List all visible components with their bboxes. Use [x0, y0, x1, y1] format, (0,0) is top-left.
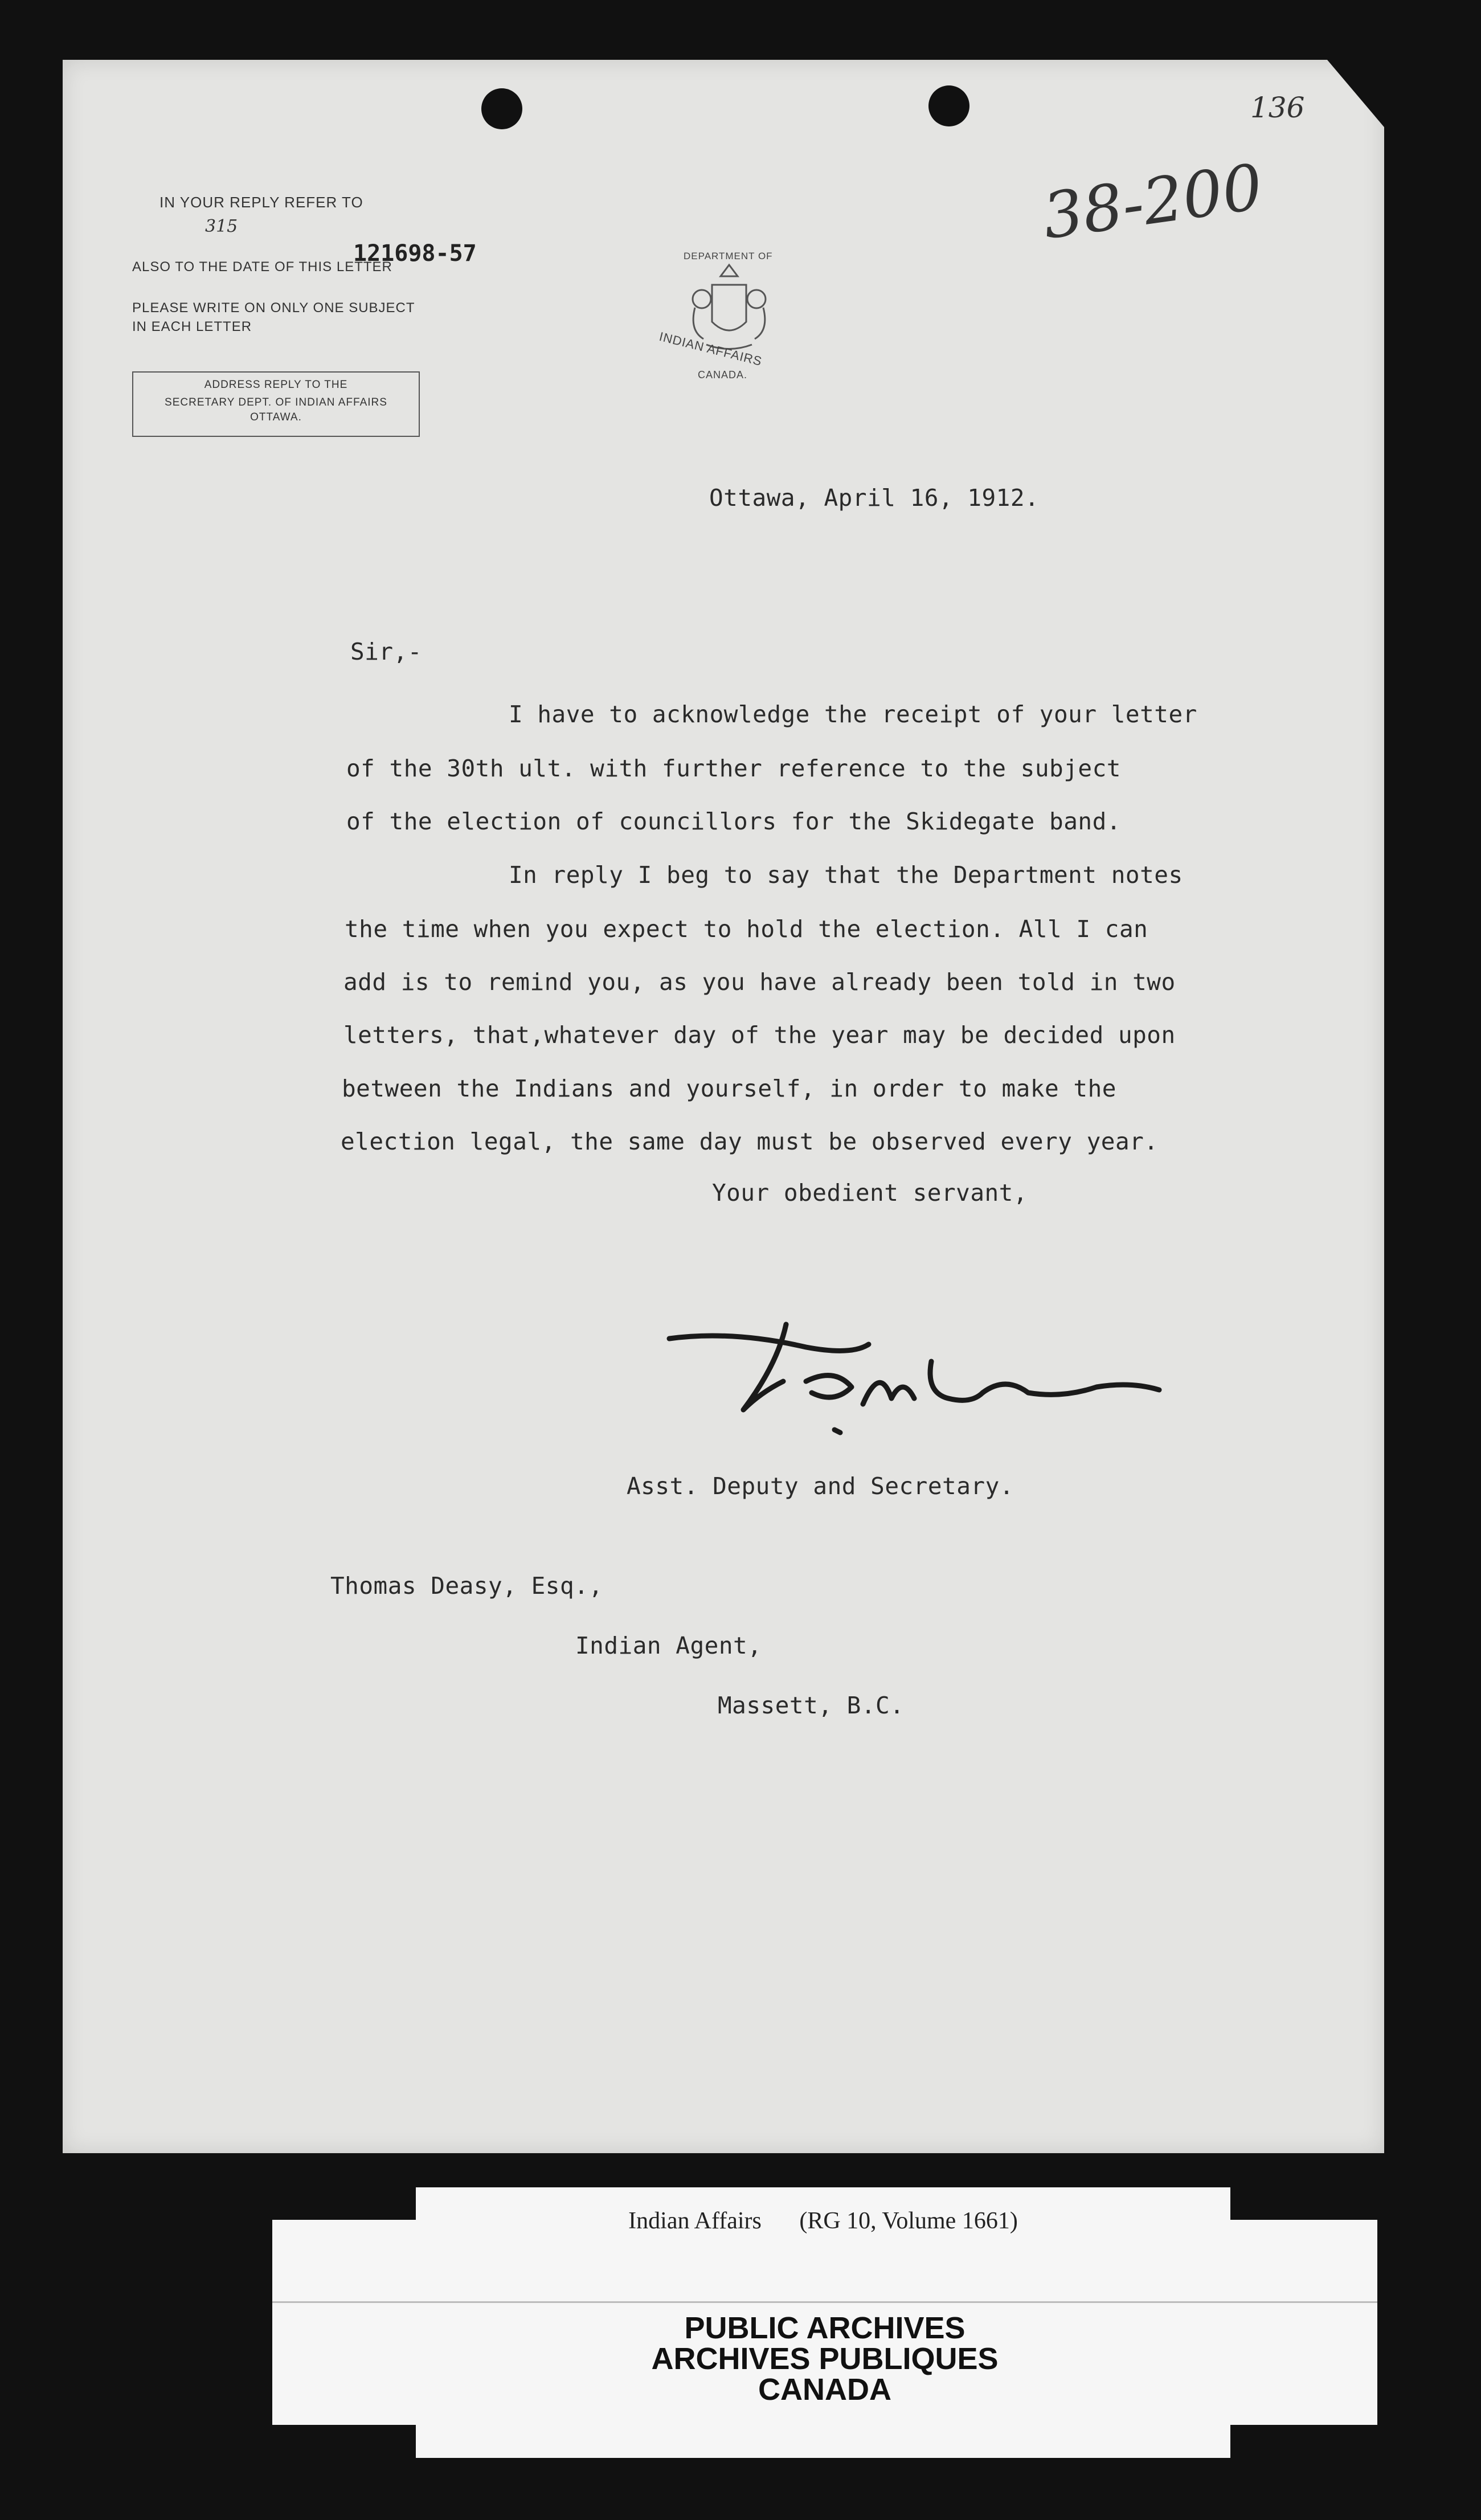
closing: Your obedient servant,: [712, 1179, 1028, 1206]
file-number: 121698-57: [353, 240, 477, 267]
address-line: ADDRESS REPLY TO THE: [204, 379, 348, 391]
recipient-name: Thomas Deasy, Esq.,: [330, 1572, 603, 1599]
handwritten-mark: 315: [205, 216, 238, 236]
body-line: between the Indians and yourself, in order to make the: [342, 1075, 1116, 1102]
salutation: Sir,-: [350, 638, 422, 665]
body-line: of the 30th ult. with further reference to the subject: [346, 755, 1121, 782]
archive-line-english: PUBLIC ARCHIVES: [684, 2311, 965, 2345]
recipient-title: Indian Agent,: [575, 1632, 762, 1659]
body-line: add is to remind you, as you have already been told in two: [343, 968, 1176, 996]
archive-stamp: [272, 2313, 1377, 2405]
archive-source: Indian Affairs: [628, 2208, 762, 2234]
archive-card-top: [416, 2187, 1230, 2301]
recipient-place: Massett, B.C.: [718, 1692, 905, 1719]
reply-refer-label: IN YOUR REPLY REFER TO: [159, 194, 363, 211]
crest-department-label: DEPARTMENT OF: [684, 251, 773, 261]
punch-hole-left: [481, 88, 522, 129]
also-date-label: ALSO TO THE DATE OF THIS LETTER: [132, 259, 392, 275]
body-line: I have to acknowledge the receipt of your letter: [509, 701, 1197, 728]
body-line: In reply I beg to say that the Department notes: [509, 861, 1183, 889]
page-number-annotation: 136: [1250, 91, 1305, 124]
one-subject-label: PLEASE WRITE ON ONLY ONE SUBJECT: [132, 300, 415, 316]
address-line: SECRETARY DEPT. OF INDIAN AFFAIRS: [165, 396, 387, 408]
address-line: OTTAWA.: [250, 411, 302, 423]
archive-reference: [416, 2207, 1230, 2235]
signer-title: Asst. Deputy and Secretary.: [627, 1472, 1014, 1500]
crest-indian-affairs-label: INDIAN AFFAIRS: [657, 329, 764, 369]
punch-hole-right: [928, 85, 969, 126]
letter-date: Ottawa, April 16, 1912.: [709, 484, 1040, 512]
address-box: [132, 371, 420, 437]
file-mark-annotation: 38-200: [1038, 150, 1267, 253]
body-line: of the election of councillors for the Skidegate band.: [346, 808, 1121, 835]
crest-canada-label: CANADA.: [698, 369, 748, 381]
body-line: the time when you expect to hold the election. All I can: [345, 915, 1148, 943]
body-line: letters, that,whatever day of the year may be decided upon: [343, 1021, 1176, 1049]
archive-volume: (RG 10, Volume 1661): [799, 2208, 1018, 2234]
body-line: election legal, the same day must be observed every year.: [341, 1128, 1159, 1155]
one-subject-label-2: IN EACH LETTER: [132, 319, 252, 334]
archive-line-french: ARCHIVES PUBLIQUES: [651, 2342, 999, 2376]
archive-line-country: CANADA: [758, 2372, 891, 2407]
signature-image: [664, 1313, 1165, 1444]
archive-card-divider: [272, 2301, 1377, 2303]
